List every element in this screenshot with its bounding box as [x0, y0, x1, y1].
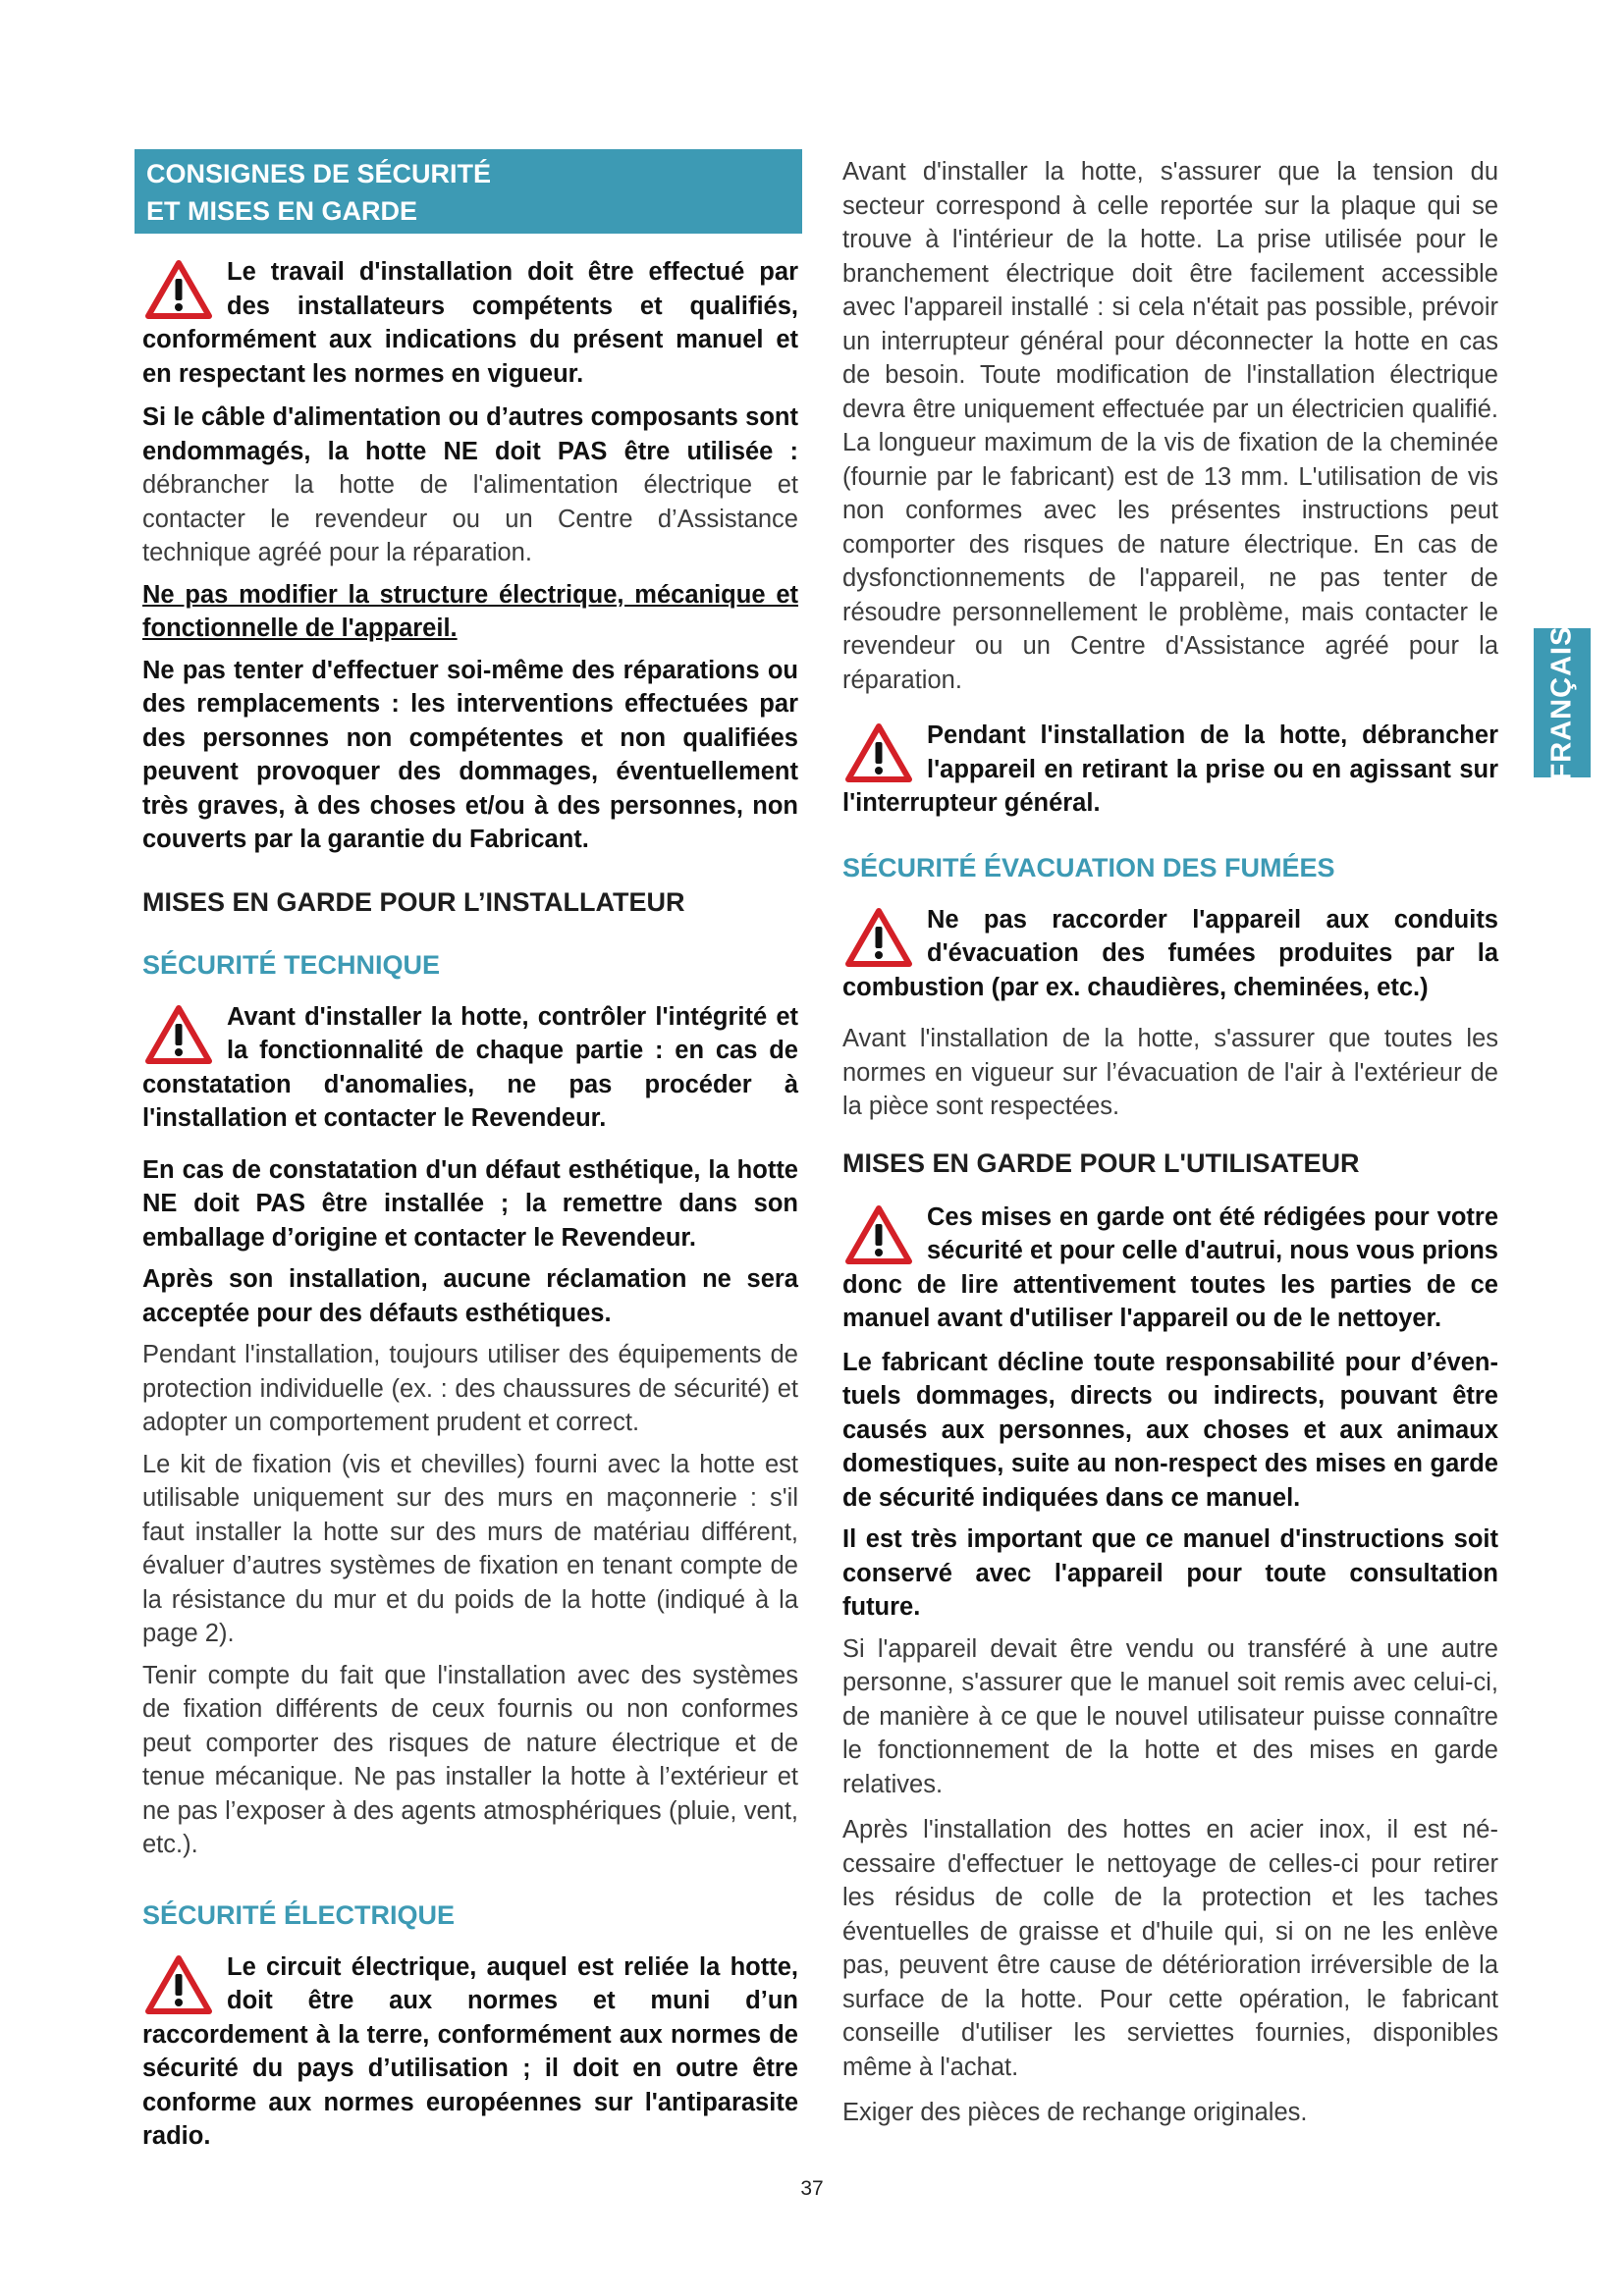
warning-triangle-icon — [144, 259, 213, 320]
no-modify-paragraph: Ne pas modifier la structure électrique, mécanique et fonctionnelle de l'appareil. — [142, 580, 798, 642]
warning-installers-text: Le travail d'installation doit être effectué par des installateurs compétents et qualifiés, conformément aux indications du présent manuel et en respectant les normes en vigueur. — [142, 258, 798, 388]
header-line-1: CONSIGNES DE SÉCURITÉ — [146, 159, 492, 188]
damaged-cable-bold: Si le câble d'alimentation ou d’autres composants sont endommagés, la hotte NE doit PAS être utilisée : — [142, 403, 798, 465]
language-tab — [1534, 625, 1591, 780]
heading-technical-safety: SÉCURITÉ TECHNIQUE — [142, 949, 441, 980]
damaged-cable-paragraph — [142, 400, 798, 570]
air-norms-paragraph: Avant l'installation de la hotte, s'assurer que toutes les normes en vigueur sur l’évacuation de l'air à l'extérieur de la pièce sont respectées. — [842, 1025, 1498, 1120]
section-header-safety — [135, 149, 802, 234]
protection-paragraph: Pendant l'installation, toujours utiliser des équipements de protection individuelle (ex. : des chaussures de sécurité) et adopter un comportement prudent et correct. — [142, 1341, 798, 1436]
keep-manual-paragraph: Il est très important que ce manuel d'instructions soit conservé avec l'appareil pour toute consultation future. — [842, 1525, 1498, 1621]
page-number: 37 — [800, 2177, 824, 2200]
aesthetic-defect-paragraph: En cas de constatation d'un défaut esthétique, la hotte NE doit PAS être installée ; la remettre dans son emballage d’origine et contacter le Revendeur. — [142, 1155, 798, 1252]
transfer-paragraph: Si l'appareil devait être vendu ou transféré à une autre personne, s'assurer que le manuel soit remis avec celui-ci, de manière à ce que le nouvel utilisateur puisse connaître le fonctionnement de la hotte et des mises en garde relatives. — [842, 1634, 1498, 1798]
fixing-kit-paragraph: Le kit de fixation (vis et chevilles) fourni avec la hotte est utilisable uniquement sur des murs en maçonnerie : s'il faut installer la hotte sur des murs de matériau différent, évaluer d’autres systèmes de fixation en tenant compte de la résistance du mur et du poids de la hotte (indiqué à la page 2). — [142, 1450, 798, 1647]
warning-triangle-icon — [844, 1204, 913, 1265]
heading-user-warnings: MISES EN GARDE POUR L'UTILISATEUR — [842, 1148, 1360, 1178]
other-systems-paragraph: Tenir compte du fait que l'installation avec des systèmes de fixation différents de ceux fournis ou non conformes peut comporter des risques de nature électrique et de tenue mécanique. Ne pas installer la hotte à l’extérieur et ne pas l’exposer à des agents atmosphériques (pluie, vent, etc.). — [142, 1661, 798, 1858]
language-tab-label: FRANÇAIS — [1545, 625, 1578, 780]
voltage-paragraph: Avant d'installer la hotte, s'assurer que la tension du secteur correspond à celle reportée sur la plaque qui se trouve à l'intérieur de la hotte. La prise utilisée pour le branchement électrique doit être facilement accessible avec l'appareil installé : si cela n'était pas possible, prévoir un interrupteur général pour déconnecter la hotte en cas de besoin. Toute modification de l'installation électrique devra être uniquement effectuée par un électricien qualifié. La longueur maximum de la vis de fixation de la cheminée (fournie par le fabricant) est de 13 mm. L'utilisation de vis non conformes avec les présentes instructions peut comporter des risques de nature électrique. En cas de dysfonctionnements de l'appareil, ne pas tenter de résoudre personnellement le problème, mais contacter le revendeur ou un Centre d'Assistance agréé pour la réparation. — [842, 158, 1498, 694]
warning-unplug — [842, 719, 1498, 821]
warning-circuit — [142, 1950, 798, 2154]
heading-installer-warnings: MISES EN GARDE POUR L’INSTALLATEUR — [142, 886, 685, 917]
warning-installers — [142, 255, 798, 391]
warning-triangle-icon — [844, 907, 913, 968]
no-claim-paragraph: Après son installation, aucune réclamation ne sera acceptée pour des défauts esthétiques. — [142, 1265, 798, 1327]
heading-electrical-safety: SÉCURITÉ ÉLECTRIQUE — [142, 1899, 456, 1930]
warning-circuit-text: Le circuit électrique, auquel est reliée la hotte, doit être aux normes et muni d’un raccordement à la terre, conformément aux normes de sécurité du pays d’utilisation ; il doit en outre être conforme aux normes européennes sur l'antiparasite radio. — [142, 1952, 798, 2150]
right-column — [842, 149, 1498, 2138]
warning-read-manual — [842, 1201, 1498, 1336]
heading-fumes-safety: SÉCURITÉ ÉVACUATION DES FUMÉES — [842, 852, 1335, 882]
warning-integrity-text: Avant d'installer la hotte, contrôler l'intégrité et la fonctionnalité de chaque partie : en cas de constatation d'anomalies, ne pas procéder à l'installation et contacter le Revendeur. — [142, 1002, 798, 1132]
cleaning-paragraph: Après l'installation des hottes en acier inox, il est nécessaire d'effectuer le nettoyage de celles-ci pour retirer les résidus de colle de la protection et les taches éventuelles de graisse et d'huile qui, si on ne les enlève pas, peuvent être cause de détérioration irréversible de la surface de la hotte. Pour cette opération, le fabricant conseille d'utiliser les serviettes fournies, disponibles même à l'achat. — [842, 1816, 1498, 2081]
warning-triangle-icon — [144, 1954, 213, 2015]
warning-triangle-icon — [144, 1004, 213, 1065]
warning-ducts-text: Ne pas raccorder l'appareil aux conduits d'évacuation des fumées produites par la combustion (par ex. chaudières, cheminées, etc.) — [842, 905, 1498, 1001]
warning-unplug-text: Pendant l'installation de la hotte, débrancher l'appareil en retirant la prise ou en agissant sur l'interrupteur général. — [842, 721, 1498, 817]
left-column — [142, 149, 798, 2163]
header-line-2: ET MISES EN GARDE — [146, 196, 418, 226]
liability-paragraph: Le fabricant décline toute responsabilité pour d’éventuels dommages, directs ou indirects, pouvant être causés aux personnes, aux choses et aux animaux domestiques, suite au non-respect des mises en garde de sécurité indiquées dans ce manuel. — [842, 1348, 1498, 1512]
warning-read-manual-text: Ces mises en garde ont été rédigées pour votre sécurité et pour celle d'autrui, nous vous prions donc de lire attentivement toutes les parties de ce manuel avant d'utiliser l'appareil ou de le nettoyer. — [842, 1202, 1498, 1332]
damaged-cable-light: débrancher la hotte de l'alimentation électrique et contacter le revendeur ou un Centre d’Assistance technique agréé pour la réparation. — [142, 471, 798, 566]
no-repair-paragraph: Ne pas tenter d'effectuer soi-même des réparations ou des remplacements : les interventions effectuées par des personnes non compétentes et non qualifiées peuvent provoquer des dommages, éventuellement très graves, à des choses et/ou à des personnes, non couverts par la garantie du Fabricant. — [142, 656, 798, 853]
warning-ducts — [842, 903, 1498, 1005]
warning-integrity — [142, 1000, 798, 1136]
spare-parts-paragraph: Exiger des pièces de rechange originales. — [842, 2099, 1308, 2126]
warning-triangle-icon — [844, 722, 913, 783]
